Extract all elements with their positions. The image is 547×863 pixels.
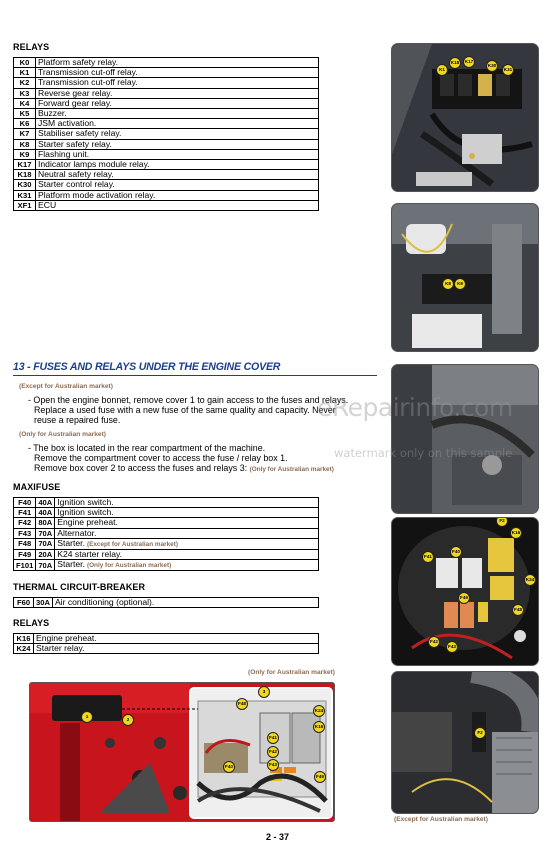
fuse-code: F43 [14,528,36,538]
table-row [14,598,319,608]
engine-bonnet-photo [391,364,539,514]
callout-tag: K16 [313,721,325,733]
component-code: K24 [14,644,34,654]
component-description: ECU [36,200,319,210]
table-row [14,538,319,549]
instruction-text: Remove box cover 2 to access the fuses and relays 3: [34,463,248,473]
table-row [14,190,319,200]
watermark-sub: watermark only on this sample [334,446,513,460]
relay-photo-top [391,43,539,192]
component-description: Neutral safety relay. [36,170,319,180]
fuse-label: Air conditioning (optional). [54,597,155,607]
table-row [14,58,319,68]
table-row [14,139,319,149]
fuse-label: K24 starter relay. [57,549,123,560]
table-row [14,528,319,538]
fuse-rating: 20A [36,550,55,560]
inline-note-only-australian: (Only for Australian market) [249,466,334,473]
instruction-line: - The box is located in the rear compartment of the machine. [28,443,266,453]
component-description: Indicator lamps module relay. [36,160,319,170]
table-row [14,550,319,560]
callout-tag: K1 [436,64,448,76]
table-row [14,88,319,98]
callout-tag: F40 [223,761,235,773]
instruction-line [28,463,373,475]
fuse-box-photo [391,517,539,666]
table-row [14,68,319,78]
relays2-table [13,633,319,654]
component-description: Engine preheat. [34,634,319,644]
callout-tag: K31 [502,64,514,76]
watermark-main: eRepairinfo.com [317,393,513,422]
fuse-code: F101 [14,560,36,571]
section-13-title: 13 - FUSES AND RELAYS UNDER THE ENGINE COVER [13,361,281,373]
fuse-rating: 40A [36,498,55,508]
fuse-description [52,598,318,608]
callout-tag: K17 [463,56,475,68]
component-code: K8 [14,139,36,149]
callout-tag: F41 [422,551,434,563]
fuse-rating: 70A [36,560,55,571]
section-13-rule [13,375,377,376]
callout-tag: F43 [446,641,458,653]
callout-tag: K9 [454,278,466,290]
instruction-line: Replace a used fuse with a new fuse of the same quality and capacity. Never [34,405,336,415]
note-except-australian: (Except for Australian market) [19,383,113,390]
callout-tag: F49 [458,592,470,604]
fuse-code: F41 [14,508,36,518]
rear-compartment-photo [29,682,335,822]
relay-photo-2-illustration [392,204,538,351]
callout-tag: F41 [267,732,279,744]
instruction-line: - Open the engine bonnet, remove cover 1 to gain access to the fuses and relays. [28,395,349,405]
table-row [14,498,319,508]
fuse-code: F49 [14,550,36,560]
component-code: K4 [14,98,36,108]
component-code: XF1 [14,200,36,210]
component-description: Platform safety relay. [36,58,319,68]
fuse-rating: 70A [36,528,55,538]
table-row [14,180,319,190]
fuse-code: F48 [14,538,36,549]
instructions-paragraph-2 [28,443,373,475]
maxifuse-table [13,497,319,571]
fuse-code: F40 [14,498,36,508]
market-note: (Only for Australian market) [86,562,172,570]
component-code: K0 [14,58,36,68]
component-code: K3 [14,88,36,98]
fuse-rating: 30A [34,598,53,608]
table-row [14,119,319,129]
component-description: Flashing unit. [36,149,319,159]
fuse-description [55,538,319,549]
engine-bay-photo [391,671,539,814]
component-code: K2 [14,78,36,88]
note-only-australian: (Only for Australian market) [19,431,106,438]
component-description: JSM activation. [36,119,319,129]
table-row [14,109,319,119]
thermal-breaker-heading: THERMAL CIRCUIT-BREAKER [13,582,146,592]
callout-tag: K30 [486,60,498,72]
callout-tag: F42 [267,746,279,758]
fuse-description [55,560,319,571]
callout-tag: K16 [510,527,522,539]
fuse-label: Ignition switch. [57,507,114,518]
callout-tag: 2 [122,714,134,726]
table-row [14,518,319,528]
callout-tag: F42 [428,636,440,648]
component-description: Reverse gear relay. [36,88,319,98]
component-code: K1 [14,68,36,78]
maxifuse-heading: MAXIFUSE [13,482,61,492]
fuse-description [55,518,319,528]
component-code: K7 [14,129,36,139]
fuse-label: Starter. [57,559,85,570]
component-description: Forward gear relay. [36,98,319,108]
table-row [14,634,319,644]
component-code: K9 [14,149,36,159]
relays2-heading: RELAYS [13,618,50,628]
component-code: K6 [14,119,36,129]
fuse-rating: 40A [36,508,55,518]
instruction-line: reuse a repaired fuse. [34,415,121,425]
callout-tag: K24 [313,705,325,717]
relay-photo-2 [391,203,539,352]
rear-compartment-illustration [30,683,334,821]
fuse-description [55,498,319,508]
fuse-code: F60 [14,598,34,608]
component-code: K18 [14,170,36,180]
fuse-rating: 80A [36,518,55,528]
relays-heading: RELAYS [13,42,50,52]
table-row [14,129,319,139]
thermal-breaker-table [13,597,319,608]
fuse-code: F42 [14,518,36,528]
callout-tag: K18 [449,57,461,69]
fuse-label: Engine preheat. [57,517,118,528]
component-description: Starter safety relay. [36,139,319,149]
page-number: 2 - 37 [266,832,290,842]
callout-tag: K8 [442,278,454,290]
callout-tag: F43 [267,759,279,771]
callout-tag: F2 [474,727,486,739]
fuse-label: Starter. [57,537,85,548]
table-row [14,560,319,571]
callout-tag: 3 [258,686,270,698]
component-code: K30 [14,180,36,190]
fuse-rating: 70A [36,538,55,549]
component-description: Starter control relay. [36,180,319,190]
market-note: (Except for Australian market) [86,540,178,548]
fuse-description [55,528,319,538]
table-row [14,200,319,210]
relays-table [13,57,319,211]
engine-bay-illustration [392,672,538,813]
bottom-photo-note: (Only for Australian market) [248,669,335,676]
table-row [14,160,319,170]
callout-tag: F48 [512,604,524,616]
fuse-description [55,550,319,560]
component-description: Transmission cut-off relay. [36,78,319,88]
callout-tag: F48 [236,698,248,710]
table-row [14,508,319,518]
component-description: Starter relay. [34,644,319,654]
fuse-label: Ignition switch. [57,497,114,507]
component-code: K17 [14,160,36,170]
table-row [14,170,319,180]
component-code: K5 [14,109,36,119]
component-description: Buzzer. [36,109,319,119]
table-row [14,149,319,159]
component-code: K31 [14,190,36,200]
callout-tag: F40 [450,546,462,558]
callout-tag: F49 [314,771,326,783]
table-row [14,644,319,654]
table-row [14,98,319,108]
component-code: K16 [14,634,34,644]
instruction-line: Remove the compartment cover to access the fuse / relay box 1. [34,453,288,463]
component-description: Platform mode activation relay. [36,190,319,200]
right-photo-note: (Except for Australian market) [394,816,488,823]
callout-tag: F2 [496,517,508,527]
fuse-description [55,508,319,518]
engine-bonnet-illustration [392,365,538,513]
component-description: Stabiliser safety relay. [36,129,319,139]
callout-tag: K24 [524,574,536,586]
table-row [14,78,319,88]
callout-tag: 1 [81,711,93,723]
fuse-label: Alternator. [57,527,97,538]
component-description: Transmission cut-off relay. [36,68,319,78]
